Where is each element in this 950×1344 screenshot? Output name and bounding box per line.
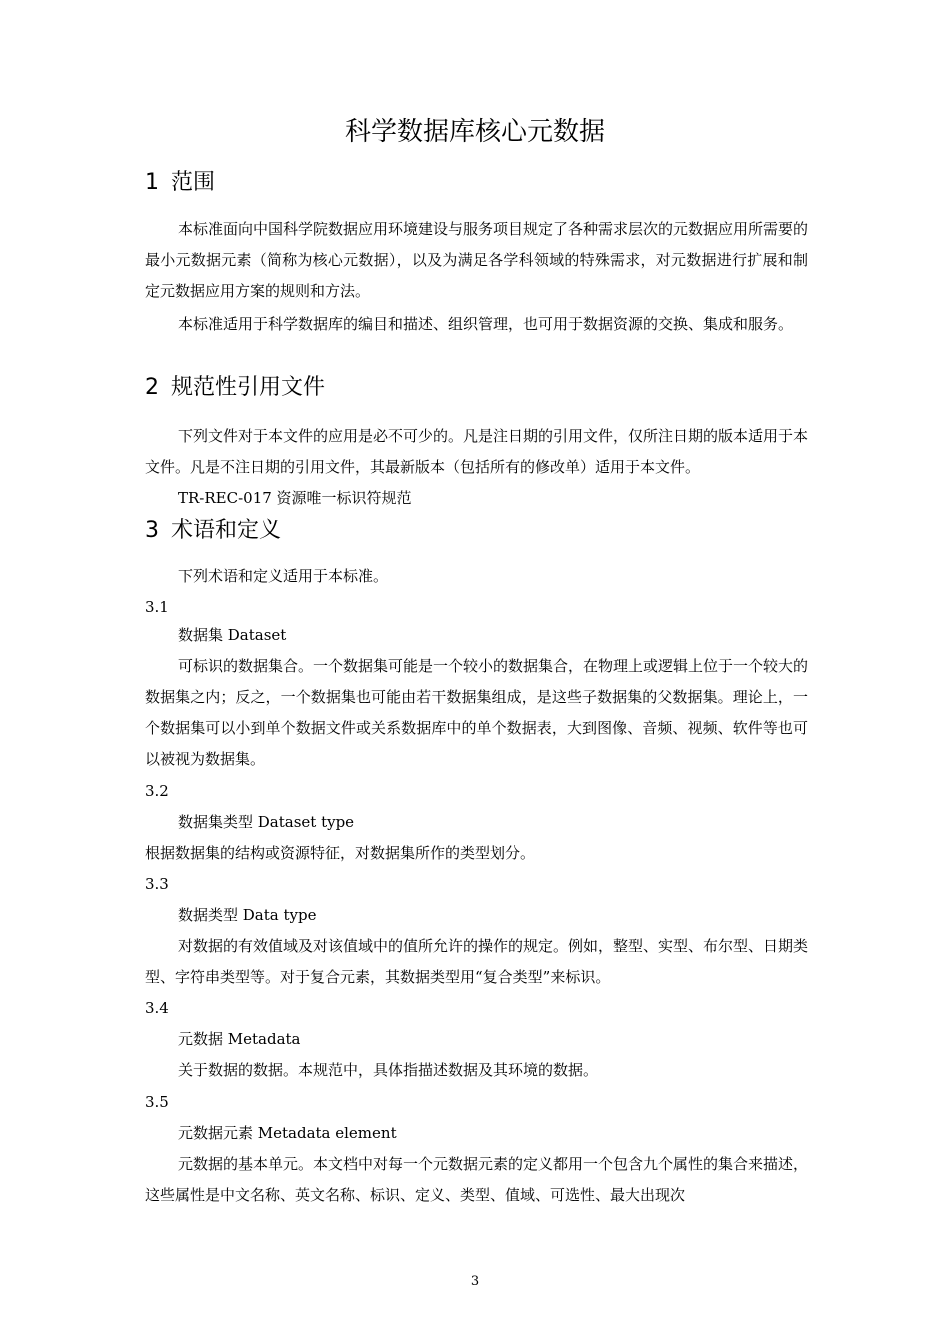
- page-number: 3: [470, 1274, 480, 1289]
- term-definition: 根据数据集的结构或资源特征，对数据集所作的类型划分。: [145, 844, 536, 862]
- section-heading-3: [145, 516, 281, 546]
- section-number: 1: [145, 170, 159, 195]
- term-name: 数据集 Dataset: [178, 626, 287, 644]
- paragraph: 下列文件对于本文件的应用是必不可少的。凡是注日期的引用文件，仅所注日期的版本适用于本文件。凡是不注日期的引用文件，其最新版本（包括所有的修改单）适用于本文件。: [145, 427, 809, 476]
- section-heading-2: [145, 373, 325, 403]
- term-definition: 对数据的有效值域及对该值域中的值所允许的操作的规定。例如，整型、实型、布尔型、日期类型、字符串类型等。对于复合元素，其数据类型用“复合类型”来标识。: [145, 937, 809, 986]
- term-name: 元数据 Metadata: [178, 1030, 301, 1048]
- reference-item: TR-REC-017 资源唯一标识符规范: [178, 489, 412, 507]
- section-title: 范围: [171, 170, 216, 195]
- section-number: 3: [145, 518, 159, 543]
- term-number: 3.5: [145, 1093, 169, 1111]
- section-number: 2: [145, 375, 159, 400]
- term-name: 元数据元素 Metadata element: [178, 1124, 397, 1142]
- page-title: 科学数据库核心元数据: [344, 117, 605, 147]
- term-number: 3.3: [145, 875, 169, 893]
- term-definition: 元数据的基本单元。本文档中对每一个元数据元素的定义都用一个包含九个属性的集合来描述，这些属性是中文名称、英文名称、标识、定义、类型、值域、可选性、最大出现次: [145, 1155, 809, 1204]
- section-heading-1: [145, 168, 215, 198]
- term-number: 3.4: [145, 999, 169, 1017]
- paragraph: 本标准适用于科学数据库的编目和描述、组织管理，也可用于数据资源的交换、集成和服务。: [178, 315, 794, 333]
- section-title: 术语和定义: [171, 518, 282, 543]
- term-name: 数据类型 Data type: [178, 906, 317, 924]
- paragraph: 本标准面向中国科学院数据应用环境建设与服务项目规定了各种需求层次的元数据应用所需要的最小元数据元素（简称为核心元数据），以及为满足各学科领域的特殊需求，对元数据进行扩展和制定元数据应用方案的规则和方法。: [145, 220, 809, 300]
- section-intro: 下列术语和定义适用于本标准。: [178, 567, 389, 585]
- term-definition: 可标识的数据集合。一个数据集可能是一个较小的数据集合，在物理上或逻辑上位于一个较大的数据集之内；反之，一个数据集也可能由若干数据集组成，是这些子数据集的父数据集。理论上，一个数据集可以小到单个数据文件或关系数据库中的单个数据表，大到图像、音频、视频、软件等也可以被视为数据集。: [145, 657, 809, 768]
- term-definition: 关于数据的数据。本规范中，具体指描述数据及其环境的数据。: [178, 1061, 599, 1079]
- section-title: 规范性引用文件: [171, 375, 326, 400]
- term-name: 数据集类型 Dataset type: [178, 813, 355, 831]
- term-number: 3.2: [145, 782, 169, 800]
- term-number: 3.1: [145, 598, 169, 616]
